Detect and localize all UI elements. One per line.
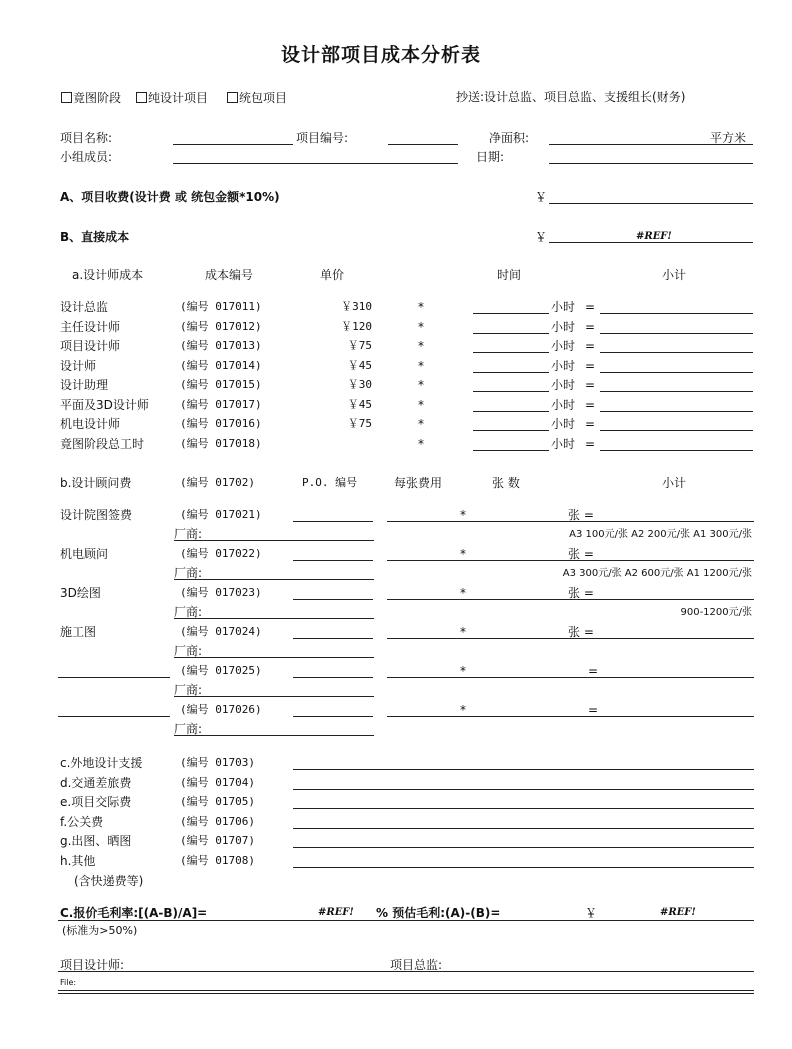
profit-value: #REF! bbox=[660, 907, 696, 918]
consultant-code: (编号 017025) bbox=[180, 664, 262, 677]
other-cost-field[interactable] bbox=[293, 808, 754, 809]
hours-field[interactable] bbox=[473, 313, 549, 314]
designer-role: 平面及3D设计师 bbox=[60, 397, 149, 412]
project-no-field[interactable] bbox=[388, 144, 458, 145]
other-cost-field[interactable] bbox=[293, 828, 754, 829]
other-cost-field[interactable] bbox=[293, 847, 754, 848]
other-cost-item: f.公关费 bbox=[60, 814, 104, 829]
equals-sign: = bbox=[585, 397, 596, 412]
project-no-label: 项目编号: bbox=[296, 131, 349, 145]
team-field[interactable] bbox=[173, 163, 458, 164]
cost-code-header: 成本编号 bbox=[205, 268, 254, 282]
hours-field[interactable] bbox=[473, 430, 549, 431]
times-sign: * bbox=[460, 664, 466, 678]
hours-field[interactable] bbox=[473, 391, 549, 392]
designer-cost-code: (编号 017012) bbox=[180, 319, 262, 333]
designer-cost-code: (编号 017017) bbox=[180, 397, 262, 411]
designer-subtotal-field[interactable] bbox=[600, 333, 753, 334]
sheet-equals: 张 = bbox=[568, 547, 594, 561]
consultant-fee-line[interactable] bbox=[387, 716, 754, 717]
equals-sign: = bbox=[585, 339, 596, 353]
other-cost-code: (编号 01703) bbox=[180, 756, 255, 769]
page-title: 设计部项目成本分析表 bbox=[281, 44, 482, 66]
hours-label: 小时 bbox=[551, 319, 576, 334]
time-header: 时间 bbox=[497, 268, 522, 282]
equals-sign: = bbox=[588, 664, 599, 678]
times-sign: * bbox=[418, 436, 424, 451]
vendor-field[interactable] bbox=[174, 657, 374, 658]
stage-option-design-only[interactable]: 纯设计项目 bbox=[136, 91, 208, 105]
designer-role: 主任设计师 bbox=[60, 319, 121, 334]
sheet-equals: 张 = bbox=[568, 586, 594, 600]
designer-unit-price: ￥120 bbox=[341, 319, 372, 333]
times-sign: * bbox=[418, 378, 424, 392]
equals-sign: = bbox=[585, 417, 596, 431]
vendor-label: 厂商: bbox=[174, 566, 203, 580]
designer-cost-code: (编号 017015) bbox=[180, 378, 262, 391]
other-cost-code: (编号 01708) bbox=[180, 853, 255, 867]
sheet-equals: 张 = bbox=[568, 508, 594, 522]
consultant-subtotal-header: 小计 bbox=[662, 476, 687, 490]
designer-role: 项目设计师 bbox=[60, 339, 121, 353]
section-a-field[interactable] bbox=[549, 203, 753, 204]
designer-unit-price: ￥45 bbox=[347, 397, 372, 411]
checkbox-icon[interactable] bbox=[61, 92, 72, 103]
designer-role: 设计总监 bbox=[60, 300, 109, 314]
po-number-field[interactable] bbox=[293, 521, 373, 522]
hours-field[interactable] bbox=[473, 372, 549, 373]
po-number-field[interactable] bbox=[293, 560, 373, 561]
hours-field[interactable] bbox=[473, 352, 549, 353]
fee-rate-note: A3 300元/张 A2 600元/张 A1 1200元/张 bbox=[562, 568, 752, 579]
hours-label: 小时 bbox=[551, 339, 576, 353]
designer-cost-code: (编号 017016) bbox=[180, 417, 262, 430]
po-number-field[interactable] bbox=[293, 638, 373, 639]
po-number-field[interactable] bbox=[293, 677, 373, 678]
designer-role: 设计师 bbox=[60, 358, 97, 373]
other-cost-item: c.外地设计支援 bbox=[60, 756, 143, 770]
designer-subtotal-field[interactable] bbox=[600, 352, 753, 353]
times-sign: * bbox=[418, 319, 424, 334]
equals-sign: = bbox=[585, 378, 596, 392]
hours-label: 小时 bbox=[551, 417, 576, 431]
times-sign: * bbox=[418, 397, 424, 412]
designer-role: 设计助理 bbox=[60, 378, 109, 392]
section-a-label: A、项目收费(设计费 或 统包金额*10%) bbox=[60, 190, 280, 204]
section-a-currency: ￥ bbox=[535, 190, 548, 204]
unit-price-header: 单价 bbox=[320, 268, 345, 282]
designer-subtotal-field[interactable] bbox=[600, 313, 753, 314]
footer-rule-1 bbox=[58, 990, 754, 991]
designer-subtotal-field[interactable] bbox=[600, 391, 753, 392]
hours-field[interactable] bbox=[473, 411, 549, 412]
designer-sign-label: 项目设计师: bbox=[60, 958, 125, 972]
profit-currency: ￥ bbox=[585, 906, 598, 920]
project-name-label: 项目名称: bbox=[60, 131, 113, 145]
cc-note: 抄送:设计总监、项目总监、支援组长(财务) bbox=[456, 90, 686, 104]
fee-rate-note: 900-1200元/张 bbox=[680, 607, 752, 618]
other-cost-field[interactable] bbox=[293, 769, 754, 770]
designer-subtotal-field[interactable] bbox=[600, 411, 753, 412]
consultant-item: 3D绘图 bbox=[60, 586, 101, 600]
designer-unit-price: ￥310 bbox=[341, 300, 372, 313]
other-cost-item: g.出图、晒图 bbox=[60, 834, 132, 848]
other-cost-item: h.其他 bbox=[60, 853, 96, 868]
designer-unit-price: ￥30 bbox=[347, 378, 372, 391]
fee-rate-note: A3 100元/张 A2 200元/张 A1 300元/张 bbox=[569, 529, 752, 540]
other-cost-code: (编号 01704) bbox=[180, 775, 255, 789]
equals-sign: = bbox=[585, 300, 596, 314]
consultant-fee-code: (编号 01702) bbox=[180, 476, 255, 489]
vendor-field[interactable] bbox=[174, 579, 374, 580]
designer-cost-code: (编号 017011) bbox=[180, 300, 262, 313]
other-cost-item: e.项目交际费 bbox=[60, 795, 132, 809]
times-sign: * bbox=[418, 358, 424, 373]
po-no-header: P.O. 编号 bbox=[302, 476, 358, 489]
designer-subtotal-field[interactable] bbox=[600, 372, 753, 373]
checkbox-icon[interactable] bbox=[227, 92, 238, 103]
stage-option-turnkey[interactable]: 统包项目 bbox=[227, 91, 287, 105]
designer-cost-code: (编号 017014) bbox=[180, 358, 262, 372]
other-cost-item: d.交通差旅费 bbox=[60, 775, 132, 790]
times-sign: * bbox=[460, 703, 466, 717]
designer-cost-code: (编号 017018) bbox=[180, 436, 262, 450]
hours-label: 小时 bbox=[551, 436, 576, 451]
consultant-item: 设计院图签费 bbox=[60, 508, 133, 522]
consultant-code: (编号 017021) bbox=[180, 508, 262, 521]
vendor-field[interactable] bbox=[174, 540, 374, 541]
designer-subtotal-field[interactable] bbox=[600, 430, 753, 431]
hours-label: 小时 bbox=[551, 300, 576, 314]
consultant-item-field[interactable] bbox=[58, 677, 170, 678]
po-number-field[interactable] bbox=[293, 716, 373, 717]
equals-sign: = bbox=[588, 703, 599, 717]
vendor-field[interactable] bbox=[174, 696, 374, 697]
vendor-field[interactable] bbox=[174, 735, 374, 736]
consultant-item: 施工图 bbox=[60, 625, 97, 639]
designer-cost-header: a.设计师成本 bbox=[72, 268, 144, 282]
other-cost-field[interactable] bbox=[293, 867, 754, 868]
team-label: 小组成员: bbox=[60, 150, 113, 164]
file-label: File: bbox=[60, 978, 77, 987]
designer-unit-price: ￥45 bbox=[347, 358, 372, 372]
consultant-fee-line[interactable] bbox=[387, 677, 754, 678]
other-cost-code: (编号 01705) bbox=[180, 795, 255, 808]
per-sheet-fee-header: 每张费用 bbox=[394, 476, 443, 490]
sheet-equals: 张 = bbox=[568, 625, 594, 639]
net-area-label: 净面积: bbox=[489, 131, 530, 145]
consultant-item: 机电顾问 bbox=[60, 547, 109, 561]
subtotal-header: 小计 bbox=[662, 268, 687, 282]
hours-field[interactable] bbox=[473, 333, 549, 334]
margin-value: #REF! bbox=[318, 907, 354, 918]
times-sign: * bbox=[460, 508, 466, 522]
sheet-count-header: 张 数 bbox=[492, 476, 520, 490]
po-number-field[interactable] bbox=[293, 599, 373, 600]
other-cost-code: (编号 01706) bbox=[180, 814, 255, 828]
designer-role: 机电设计师 bbox=[60, 417, 121, 431]
times-sign: * bbox=[460, 547, 466, 561]
times-sign: * bbox=[418, 339, 424, 353]
date-label: 日期: bbox=[476, 150, 505, 164]
section-b-currency: ￥ bbox=[535, 230, 548, 244]
section-b-label: B、直接成本 bbox=[60, 230, 130, 244]
consultant-item-field[interactable] bbox=[58, 716, 170, 717]
section-b-value: #REF! bbox=[636, 231, 672, 242]
hours-label: 小时 bbox=[551, 378, 576, 392]
margin-standard: (标准为>50%) bbox=[62, 924, 138, 937]
estimated-profit-label: % 预估毛利:(A)-(B)= bbox=[376, 906, 501, 920]
director-sign-label: 项目总监: bbox=[390, 958, 443, 972]
times-sign: * bbox=[418, 300, 424, 314]
margin-underline bbox=[58, 920, 754, 921]
checkbox-icon[interactable] bbox=[136, 92, 147, 103]
consultant-code: (编号 017023) bbox=[180, 586, 262, 599]
designer-unit-price: ￥75 bbox=[347, 417, 372, 430]
footer-rule-2 bbox=[58, 993, 754, 994]
designer-role: 竟图阶段总工时 bbox=[60, 436, 145, 451]
other-note: (含快递费等) bbox=[74, 874, 144, 888]
designer-cost-code: (编号 017013) bbox=[180, 339, 262, 352]
stage-option-competition[interactable]: 竟图阶段 bbox=[61, 91, 121, 105]
vendor-label: 厂商: bbox=[174, 605, 203, 619]
area-unit: 平方米 bbox=[710, 131, 747, 145]
other-cost-field[interactable] bbox=[293, 789, 754, 790]
project-name-field[interactable] bbox=[173, 144, 293, 145]
vendor-label: 厂商: bbox=[174, 527, 203, 541]
consultant-code: (编号 017024) bbox=[180, 625, 262, 638]
hours-label: 小时 bbox=[551, 397, 576, 412]
date-field[interactable] bbox=[549, 163, 753, 164]
times-sign: * bbox=[418, 417, 424, 431]
consultant-code: (编号 017026) bbox=[180, 703, 262, 716]
equals-sign: = bbox=[585, 319, 596, 334]
times-sign: * bbox=[460, 625, 466, 639]
consultant-fee-header: b.设计顾问费 bbox=[60, 476, 132, 490]
other-cost-code: (编号 01707) bbox=[180, 834, 255, 847]
hours-field[interactable] bbox=[473, 450, 549, 451]
margin-label: C.报价毛利率:[(A-B)/A]= bbox=[60, 906, 208, 920]
vendor-label: 厂商: bbox=[174, 683, 203, 697]
vendor-field[interactable] bbox=[174, 618, 374, 619]
designer-subtotal-field[interactable] bbox=[600, 450, 753, 451]
vendor-label: 厂商: bbox=[174, 722, 203, 736]
equals-sign: = bbox=[585, 358, 596, 373]
hours-label: 小时 bbox=[551, 358, 576, 373]
vendor-label: 厂商: bbox=[174, 644, 203, 658]
designer-unit-price: ￥75 bbox=[347, 339, 372, 352]
equals-sign: = bbox=[585, 436, 596, 451]
signature-line[interactable] bbox=[58, 971, 754, 972]
consultant-code: (编号 017022) bbox=[180, 547, 262, 560]
times-sign: * bbox=[460, 586, 466, 600]
